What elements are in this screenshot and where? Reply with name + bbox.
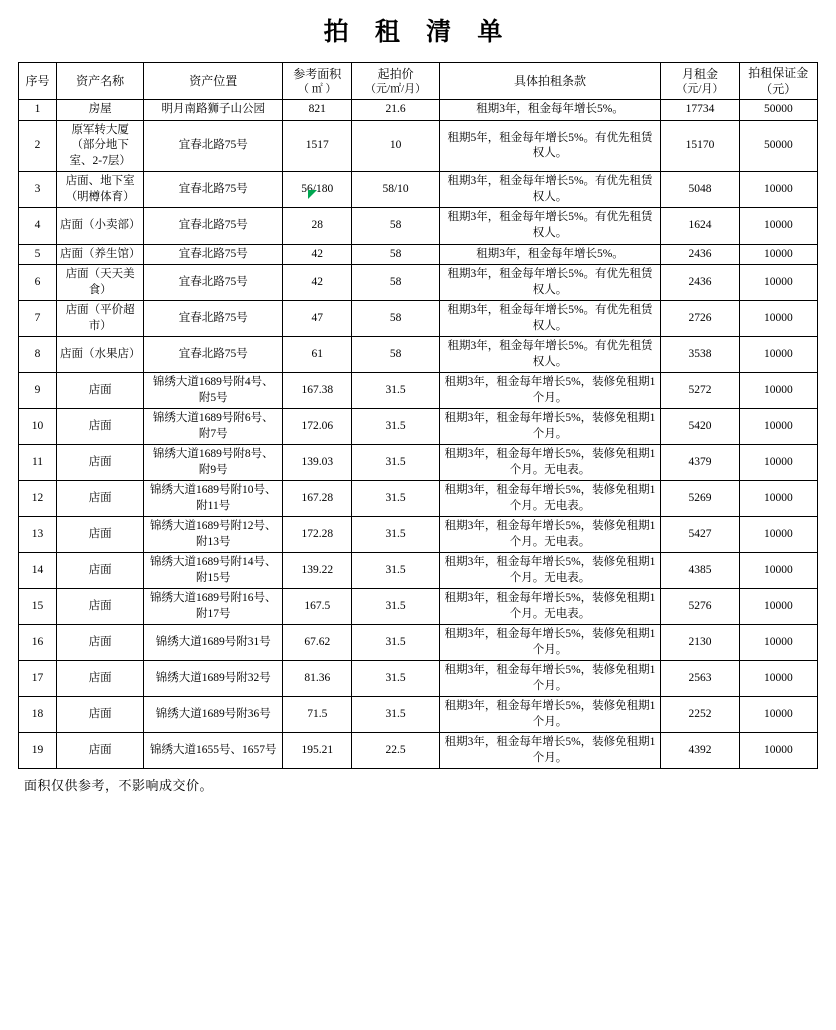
cell-monthly-rent: 2130 xyxy=(661,625,739,661)
cell-location: 锦绣大道1689号附14号、附15号 xyxy=(144,553,283,589)
header-index: 序号 xyxy=(19,63,57,100)
cell-asset-name: 原军转大厦（部分地下室、2-7层） xyxy=(57,120,144,172)
cell-terms: 租期3年，租金每年增长5%。 xyxy=(439,244,661,265)
cell-terms: 租期3年，租金每年增长5%，装修免租期1个月。 xyxy=(439,373,661,409)
cell-index: 13 xyxy=(19,517,57,553)
table-row xyxy=(19,301,818,337)
cell-monthly-rent: 15170 xyxy=(661,120,739,172)
cell-start-price: 58 xyxy=(352,244,439,265)
cell-deposit: 10000 xyxy=(739,733,817,769)
cell-start-price: 31.5 xyxy=(352,625,439,661)
cell-deposit: 10000 xyxy=(739,625,817,661)
cell-terms: 租期3年，租金每年增长5%，装修免租期1个月。 xyxy=(439,625,661,661)
cell-asset-name: 店面 xyxy=(57,445,144,481)
header-area xyxy=(283,63,352,100)
cell-terms: 租期5年，租金每年增长5%。有优先租赁权人。 xyxy=(439,120,661,172)
cell-area: 42 xyxy=(283,265,352,301)
cell-area: 42 xyxy=(283,244,352,265)
table-row xyxy=(19,553,818,589)
cell-area: 139.22 xyxy=(283,553,352,589)
cell-monthly-rent: 4385 xyxy=(661,553,739,589)
cell-area: 56/180 xyxy=(283,172,352,208)
cell-location: 宜春北路75号 xyxy=(144,120,283,172)
cell-monthly-rent: 2436 xyxy=(661,244,739,265)
cell-start-price: 31.5 xyxy=(352,661,439,697)
cell-index: 8 xyxy=(19,337,57,373)
cell-asset-name: 店面（平价超市） xyxy=(57,301,144,337)
cell-terms: 租期3年，租金每年增长5%，装修免租期1个月。 xyxy=(439,409,661,445)
cell-area: 195.21 xyxy=(283,733,352,769)
cell-index: 12 xyxy=(19,481,57,517)
table-row xyxy=(19,265,818,301)
cell-index: 6 xyxy=(19,265,57,301)
cell-terms: 租期3年，租金每年增长5%，装修免租期1个月。 xyxy=(439,697,661,733)
cell-index: 18 xyxy=(19,697,57,733)
cell-deposit: 10000 xyxy=(739,301,817,337)
cell-location: 锦绣大道1689号附32号 xyxy=(144,661,283,697)
cell-deposit: 10000 xyxy=(739,265,817,301)
cell-start-price: 31.5 xyxy=(352,373,439,409)
table-header xyxy=(19,63,818,100)
table-row xyxy=(19,244,818,265)
cell-terms: 租期3年，租金每年增长5%。有优先租赁权人。 xyxy=(439,301,661,337)
cell-area: 71.5 xyxy=(283,697,352,733)
cell-monthly-rent: 2726 xyxy=(661,301,739,337)
table-row xyxy=(19,337,818,373)
cell-area: 167.5 xyxy=(283,589,352,625)
cell-deposit: 50000 xyxy=(739,120,817,172)
table-row xyxy=(19,120,818,172)
cell-start-price: 31.5 xyxy=(352,481,439,517)
cell-deposit: 10000 xyxy=(739,208,817,244)
cell-index: 16 xyxy=(19,625,57,661)
cell-terms: 租期3年，租金每年增长5%，装修免租期1个月。无电表。 xyxy=(439,553,661,589)
header-start-price-main: 起拍价 xyxy=(377,66,414,81)
cell-area: 81.36 xyxy=(283,661,352,697)
cell-location: 锦绣大道1689号附4号、附5号 xyxy=(144,373,283,409)
cell-start-price: 58 xyxy=(352,208,439,244)
cell-asset-name: 店面 xyxy=(57,517,144,553)
header-area-main: 参考面积 xyxy=(293,66,342,81)
green-triangle-marker xyxy=(308,190,317,199)
cell-index: 11 xyxy=(19,445,57,481)
cell-monthly-rent: 5048 xyxy=(661,172,739,208)
cell-asset-name: 店面 xyxy=(57,553,144,589)
cell-area: 167.28 xyxy=(283,481,352,517)
cell-monthly-rent: 5272 xyxy=(661,373,739,409)
cell-deposit: 10000 xyxy=(739,445,817,481)
cell-asset-name: 店面 xyxy=(57,409,144,445)
header-start-price xyxy=(352,63,439,100)
cell-start-price: 58 xyxy=(352,337,439,373)
cell-index: 3 xyxy=(19,172,57,208)
cell-index: 10 xyxy=(19,409,57,445)
cell-start-price: 31.5 xyxy=(352,409,439,445)
cell-area: 139.03 xyxy=(283,445,352,481)
table-row xyxy=(19,445,818,481)
header-start-price-unit: （元/㎡/月） xyxy=(365,82,427,95)
header-area-unit: （ ㎡ ） xyxy=(298,82,337,95)
cell-terms: 租期3年，租金每年增长5%。有优先租赁权人。 xyxy=(439,337,661,373)
cell-asset-name: 店面 xyxy=(57,625,144,661)
cell-asset-name: 店面 xyxy=(57,373,144,409)
cell-location: 宜春北路75号 xyxy=(144,337,283,373)
cell-start-price: 31.5 xyxy=(352,445,439,481)
cell-location: 宜春北路75号 xyxy=(144,301,283,337)
cell-terms: 租期3年，租金每年增长5%，装修免租期1个月。 xyxy=(439,733,661,769)
cell-location: 锦绣大道1655号、1657号 xyxy=(144,733,283,769)
cell-terms: 租期3年，租金每年增长5%。有优先租赁权人。 xyxy=(439,172,661,208)
lease-listing-table xyxy=(18,62,818,769)
cell-terms: 租期3年，租金每年增长5%。 xyxy=(439,100,661,121)
cell-area: 1517 xyxy=(283,120,352,172)
cell-location: 宜春北路75号 xyxy=(144,244,283,265)
table-row xyxy=(19,697,818,733)
cell-start-price: 31.5 xyxy=(352,697,439,733)
cell-monthly-rent: 4392 xyxy=(661,733,739,769)
cell-monthly-rent: 2436 xyxy=(661,265,739,301)
cell-index: 5 xyxy=(19,244,57,265)
cell-deposit: 50000 xyxy=(739,100,817,121)
cell-start-price: 22.5 xyxy=(352,733,439,769)
cell-monthly-rent: 2563 xyxy=(661,661,739,697)
cell-location: 锦绣大道1689号附8号、附9号 xyxy=(144,445,283,481)
cell-deposit: 10000 xyxy=(739,337,817,373)
cell-location: 锦绣大道1689号附16号、附17号 xyxy=(144,589,283,625)
cell-deposit: 10000 xyxy=(739,409,817,445)
cell-asset-name: 店面（养生馆） xyxy=(57,244,144,265)
table-row xyxy=(19,625,818,661)
cell-index: 19 xyxy=(19,733,57,769)
cell-terms: 租期3年，租金每年增长5%，装修免租期1个月。无电表。 xyxy=(439,481,661,517)
cell-monthly-rent: 5269 xyxy=(661,481,739,517)
cell-start-price: 10 xyxy=(352,120,439,172)
cell-asset-name: 店面 xyxy=(57,733,144,769)
cell-asset-name: 店面 xyxy=(57,697,144,733)
cell-area: 67.62 xyxy=(283,625,352,661)
cell-monthly-rent: 5276 xyxy=(661,589,739,625)
cell-asset-name: 店面（小卖部） xyxy=(57,208,144,244)
cell-monthly-rent: 4379 xyxy=(661,445,739,481)
table-row xyxy=(19,733,818,769)
table-row xyxy=(19,208,818,244)
cell-index: 7 xyxy=(19,301,57,337)
header-location: 资产位置 xyxy=(144,63,283,100)
cell-asset-name: 房屋 xyxy=(57,100,144,121)
cell-index: 17 xyxy=(19,661,57,697)
cell-monthly-rent: 17734 xyxy=(661,100,739,121)
cell-area: 61 xyxy=(283,337,352,373)
cell-terms: 租期3年，租金每年增长5%。有优先租赁权人。 xyxy=(439,265,661,301)
cell-location: 锦绣大道1689号附10号、附11号 xyxy=(144,481,283,517)
cell-deposit: 10000 xyxy=(739,661,817,697)
table-row xyxy=(19,100,818,121)
header-asset-name: 资产名称 xyxy=(57,63,144,100)
cell-location: 宜春北路75号 xyxy=(144,208,283,244)
cell-start-price: 58/10 xyxy=(352,172,439,208)
cell-monthly-rent: 1624 xyxy=(661,208,739,244)
cell-deposit: 10000 xyxy=(739,589,817,625)
cell-location: 宜春北路75号 xyxy=(144,265,283,301)
cell-monthly-rent: 5420 xyxy=(661,409,739,445)
cell-terms: 租期3年，租金每年增长5%，装修免租期1个月。无电表。 xyxy=(439,517,661,553)
header-deposit: 拍租保证金（元） xyxy=(739,63,817,100)
cell-index: 4 xyxy=(19,208,57,244)
table-body xyxy=(19,100,818,769)
footer-note: 面积仅供参考，不影响成交价。 xyxy=(24,778,214,794)
cell-location: 锦绣大道1689号附12号、附13号 xyxy=(144,517,283,553)
cell-asset-name: 店面 xyxy=(57,589,144,625)
cell-monthly-rent: 5427 xyxy=(661,517,739,553)
cell-start-price: 21.6 xyxy=(352,100,439,121)
cell-area: 47 xyxy=(283,301,352,337)
cell-location: 宜春北路75号 xyxy=(144,172,283,208)
cell-index: 14 xyxy=(19,553,57,589)
header-monthly-rent-main: 月租金 xyxy=(681,66,718,81)
cell-deposit: 10000 xyxy=(739,697,817,733)
cell-index: 15 xyxy=(19,589,57,625)
header-monthly-rent-unit: （元/月） xyxy=(676,82,724,95)
cell-area: 821 xyxy=(283,100,352,121)
cell-location: 锦绣大道1689号附36号 xyxy=(144,697,283,733)
table-row xyxy=(19,481,818,517)
header-monthly-rent xyxy=(661,63,739,100)
cell-deposit: 10000 xyxy=(739,172,817,208)
cell-terms: 租期3年，租金每年增长5%，装修免租期1个月。 xyxy=(439,661,661,697)
cell-area: 28 xyxy=(283,208,352,244)
cell-index: 1 xyxy=(19,100,57,121)
cell-terms: 租期3年，租金每年增长5%，装修免租期1个月。无电表。 xyxy=(439,445,661,481)
cell-monthly-rent: 3538 xyxy=(661,337,739,373)
cell-area: 172.28 xyxy=(283,517,352,553)
cell-asset-name: 店面、地下室（明樽体育） xyxy=(57,172,144,208)
cell-deposit: 10000 xyxy=(739,481,817,517)
cell-deposit: 10000 xyxy=(739,373,817,409)
cell-start-price: 58 xyxy=(352,301,439,337)
cell-start-price: 31.5 xyxy=(352,589,439,625)
cell-index: 9 xyxy=(19,373,57,409)
cell-terms: 租期3年，租金每年增长5%。有优先租赁权人。 xyxy=(439,208,661,244)
table-row xyxy=(19,517,818,553)
cell-terms: 租期3年，租金每年增长5%，装修免租期1个月。无电表。 xyxy=(439,589,661,625)
page-title: 拍 租 清 单 xyxy=(323,19,513,46)
cell-asset-name: 店面 xyxy=(57,481,144,517)
table-row xyxy=(19,172,818,208)
table-row xyxy=(19,373,818,409)
cell-asset-name: 店面（天天美食） xyxy=(57,265,144,301)
cell-asset-name: 店面 xyxy=(57,661,144,697)
header-terms: 具体拍租条款 xyxy=(439,63,661,100)
cell-start-price: 58 xyxy=(352,265,439,301)
cell-asset-name: 店面（水果店） xyxy=(57,337,144,373)
cell-start-price: 31.5 xyxy=(352,517,439,553)
cell-start-price: 31.5 xyxy=(352,553,439,589)
table-row xyxy=(19,661,818,697)
cell-location: 明月南路狮子山公园 xyxy=(144,100,283,121)
table-header-row xyxy=(19,63,818,100)
cell-location: 锦绣大道1689号附6号、附7号 xyxy=(144,409,283,445)
cell-deposit: 10000 xyxy=(739,517,817,553)
cell-index: 2 xyxy=(19,120,57,172)
cell-deposit: 10000 xyxy=(739,244,817,265)
cell-area: 167.38 xyxy=(283,373,352,409)
cell-monthly-rent: 2252 xyxy=(661,697,739,733)
table-row xyxy=(19,589,818,625)
table-row xyxy=(19,409,818,445)
cell-location: 锦绣大道1689号附31号 xyxy=(144,625,283,661)
cell-area: 172.06 xyxy=(283,409,352,445)
cell-deposit: 10000 xyxy=(739,553,817,589)
